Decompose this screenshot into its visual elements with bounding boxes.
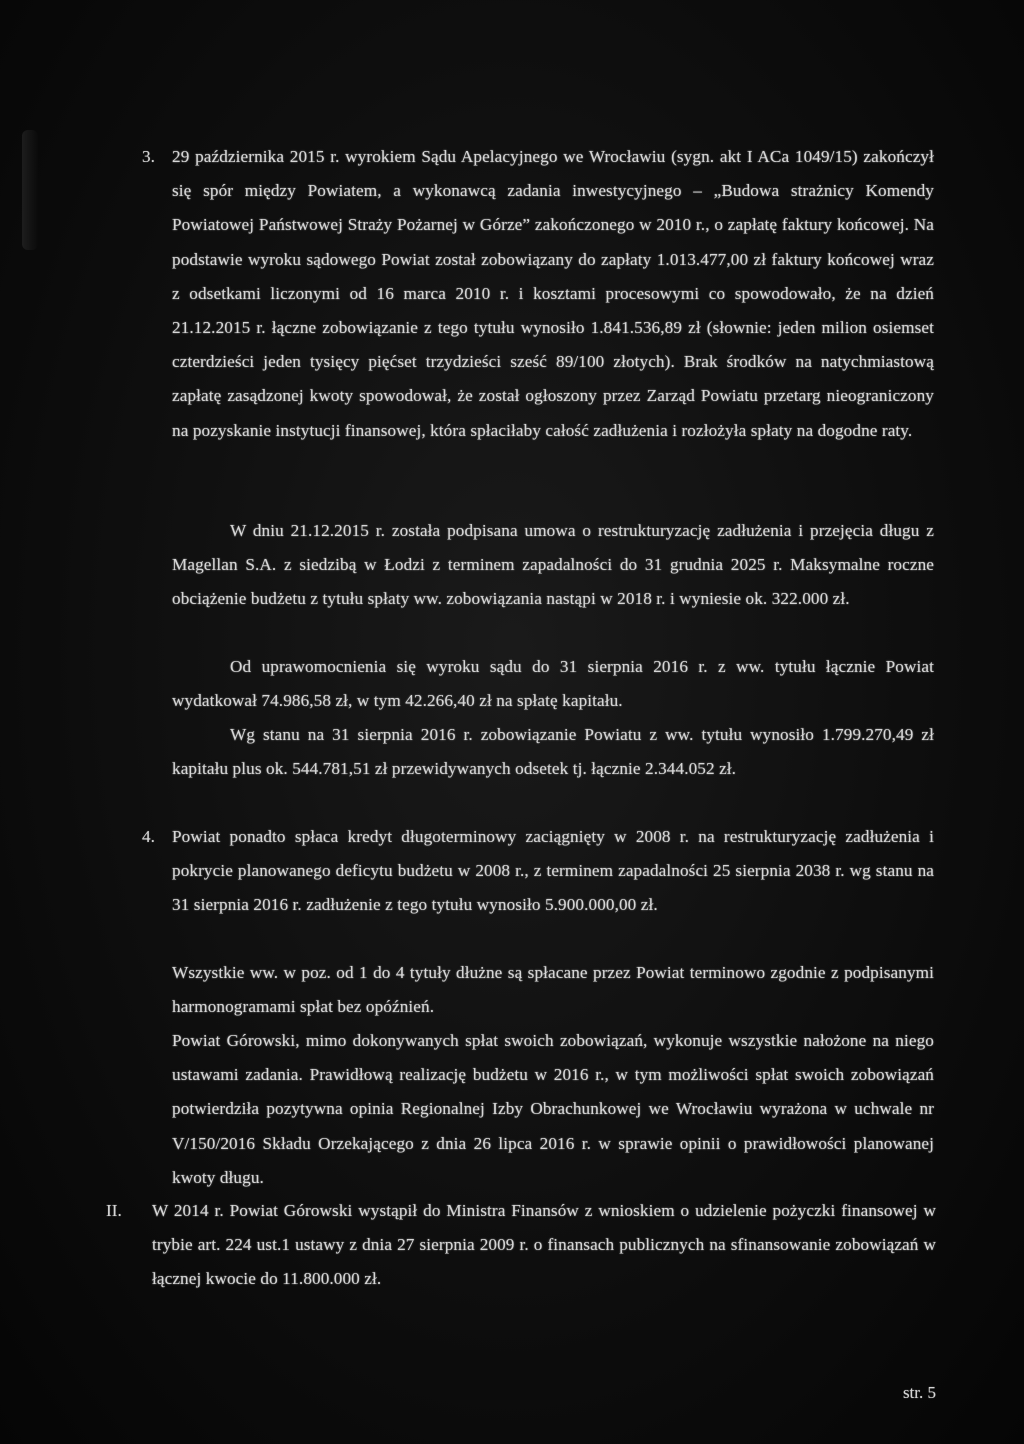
section-number-ii: II.: [106, 1201, 122, 1220]
paragraph-text: Wszystkie ww. w poz. od 1 do 4 tytuły dłużne są spłacane przez Powiat terminowo zgodnie z podpisanymi harmonogramami spłat bez opóźnień.: [172, 963, 934, 1017]
paragraph-long-term-credit: [172, 820, 934, 923]
paragraph-loan-application: [152, 1194, 936, 1297]
paragraph-text: W dniu 21.12.2015 r. została podpisana umowa o restrukturyzację zadłużenia i przejęcia długu z Magellan S.A. z siedzibą w Łodzi z terminem zapadalności do 31 grudnia 2025 r. Maksymalne roczne obciążenie budżetu z tytułu spłaty ww. zobowiązania nastąpi w 2018 r. i wyniesie ok. 322.000 zł.: [172, 521, 934, 609]
paragraph-text: 29 października 2015 r. wyrokiem Sądu Apelacyjnego we Wrocławiu (sygn. akt I ACa 1049/15) zakończył się spór między Powiatem, a wykonawcą zadania inwestycyjnego – „Budowa strażnicy Komendy Powiatowej Państwowej Straży Pożarnej w Górze” zakończonego w 2010 r., o zapłatę faktury końcowej. Na podstawie wyroku sądowego Powiat został zobowiązany do zapłaty 1.013.477,00 zł faktury końcowej wraz z odsetkami liczonymi od 16 marca 2010 r. i kosztami procesowymi co spowodowało, że na dzień 21.12.2015 r. łączne zobowiązanie z tego tytułu wynosiło 1.841.536,89 zł (słownie: jeden milion osiemset czterdzieści jeden tysięcy pięćset trzydzieści sześć 89/100 złotych). Brak środków na natychmiastową zapłatę zasądzonej kwoty spowodował, że został ogłoszony przez Zarząd Powiatu przetarg nieograniczony na pozyskanie instytucji finansowej, która spłaciłaby całość zadłużenia i rozłożyła spłaty na dogodne raty.: [172, 147, 934, 440]
paragraph-text: Powiat ponadto spłaca kredyt długoterminowy zaciągnięty w 2008 r. na restrukturyzację zadłużenia i pokrycie planowanego deficytu budżetu w 2008 r., z terminem zapadalności 25 sierpnia 2038 r. wg stanu na 31 sierpnia 2016 r. zadłużenie z tego tytułu wynosiło 5.900.000,00 zł.: [172, 827, 934, 915]
paragraph-repayment-summary: [172, 956, 934, 1024]
paragraph-text: W 2014 r. Powiat Górowski wystąpił do Ministra Finansów z wnioskiem o udzielenie pożyczki finansowej w trybie art. 224 ust.1 ustawy z dnia 27 sierpnia 2009 r. o finansach publicznych na sfinansowanie zobowiązań w łącznej kwocie do 11.800.000 zł.: [152, 1201, 936, 1289]
paragraph-budget-opinion: [172, 1024, 934, 1195]
page-number: str. 5: [902, 1383, 936, 1402]
paragraph-text: Od uprawomocnienia się wyroku sądu do 31 sierpnia 2016 r. z ww. tytułu łącznie Powiat wydatkował 74.986,58 zł, w tym 42.266,40 zł na spłatę kapitału.: [172, 657, 934, 711]
paragraph-text: Wg stanu na 31 sierpnia 2016 r. zobowiązanie Powiatu z ww. tytułu wynosiło 1.799.270,49 zł kapitału plus ok. 544.781,51 zł przewidywanych odsetek tj. łącznie 2.344.052 zł.: [172, 725, 934, 779]
paragraph-liability-status: [172, 718, 934, 786]
paragraph-expenditure: [172, 650, 934, 718]
paragraph-text: Powiat Górowski, mimo dokonywanych spłat swoich zobowiązań, wykonuje wszystkie nałożone na niego ustawami zadania. Prawidłową realizację budżetu w 2016 r., w tym możliwości spłat swoich zobowiązań potwierdziła pozytywna opinia Regionalnej Izby Obrachunkowej we Wrocławiu wyrażona w uchwale nr V/150/2016 Składu Orzekającego z dnia 26 lipca 2016 r. w sprawie opinii o prawidłowości planowanej kwoty długu.: [172, 1031, 934, 1187]
item-number-4: 4.: [142, 827, 155, 846]
item-number-3: 3.: [142, 147, 155, 166]
scan-artifact: [22, 130, 38, 250]
paragraph-restructuring-agreement: [172, 514, 934, 617]
paragraph-court-ruling: [172, 140, 934, 448]
